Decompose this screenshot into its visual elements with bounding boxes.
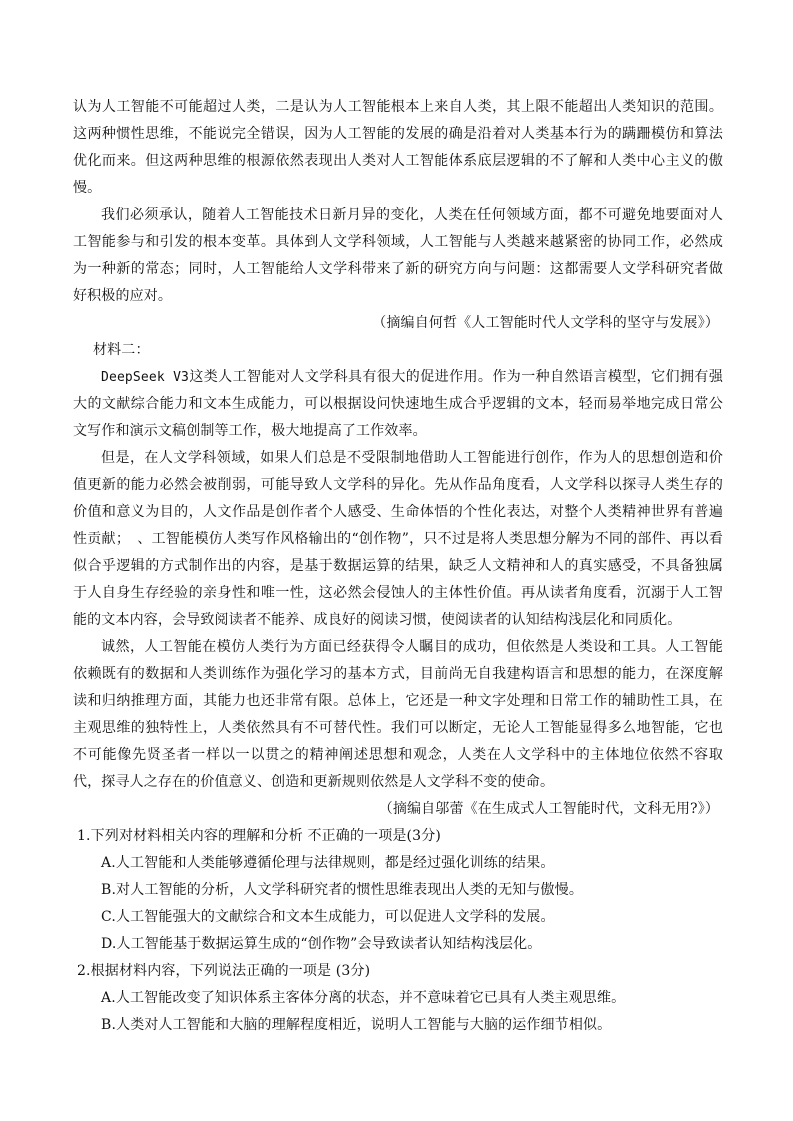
- paragraph-3: [73, 364, 723, 445]
- document-page: [73, 94, 723, 1039]
- question-2-stem: 2.根据材料内容，下列说法正确的一项是 (3分): [77, 963, 371, 979]
- question-1-option-c: C.人工智能强大的文献综合和文本生成能力，可以促进人文学科的发展。: [101, 909, 555, 925]
- question-1-option-b: B.对人工智能的分析，人文学科研究者的惯性思维表现出人类的无知与傲慢。: [101, 882, 583, 898]
- paragraph-5: 诚然，人工智能在模仿人类行为方面已经获得令人瞩目的成功，但依然是人类设和工具。人工智能依赖既有的数据和人类训练作为强化学习的基本方式，目前尚无自我建构语言和思想的能力，在深度解读和归纳推理方面，其能力也还非常有限。总体上，它还是一种文字处理和日常工作的辅助性工具，在主观思维的独特性上，人类依然具有不可替代性。我们可以断定，无论人工智能显得多么地智能，它也不可能像先贤圣者一样以一以贯之的精神阐述思想和观念，人类在人文学科中的主体地位依然不容取代，探寻人之存在的价值意义、创造和更新规则依然是人文学科不变的使命。: [73, 639, 723, 790]
- paragraph-1: 认为人工智能不可能超过人类，二是认为人工智能根本上来自人类，其上限不能超出人类知识的范围。这两种惯性思维，不能说完全错误，因为人工智能的发展的确是沿着对人类基本行为的蹒跚模仿和算法优化而来。但这两种思维的根源依然表现出人类对人工智能体系底层逻辑的不了解和人类中心主义的傲慢。: [73, 99, 723, 196]
- source-citation-1: （摘编自何哲《人工智能时代人文学科的坚守与发展》）: [372, 315, 719, 331]
- question-1-option-a: A.人工智能和人类能够遵循伦理与法律规则，都是经过强化训练的结果。: [101, 855, 555, 871]
- paragraph-3-text: 这类人工智能对人文学科具有很大的促进作用。作为一种自然语言模型，它们拥有强大的文献综合能力和文本生成能力，可以根据设问快速地生成合乎逻辑的文本，轻而易举地完成日常公文写作和演示文稿创制等工作，极大地提高了工作效率。: [73, 369, 723, 439]
- paragraph-4: 但是，在人文学科领域，如果人们总是不受限制地借助人工智能进行创作，作为人的思想创造和价值更新的能力必然会被削弱，可能导致人文学科的异化。先从作品角度看，人文学科以探寻人类生存的价值和意义为目的，人文作品是创作者个人感受、生命体悟的个性化表达，对整个人类精神世界有普遍性贡献； 、工智能模仿人类写作风格输出的“创作物”，只不过是将人类思想分解为不同的部件、再以看似合乎逻辑的方式制作出的内容，是基于数据运算的结果，缺乏人文精神和人的真实感受，不具备独属于人自身生存经验的亲身性和唯一性，这必然会侵蚀人的主体性价值。再从读者角度看，沉溺于人工智能的文本内容，会导致阅读者不能养、成良好的阅读习惯，使阅读者的认知结构浅层化和同质化。: [73, 450, 723, 628]
- model-name: DeepSeek V3: [101, 370, 190, 385]
- material-2-label: 材料二：: [93, 342, 150, 358]
- question-1: [73, 823, 723, 958]
- source-citation-2: （摘编自邬蕾《在生成式人工智能时代，文科无用?》）: [378, 801, 719, 817]
- paragraph-2: 我们必须承认，随着人工智能技术日新月异的变化，人类在任何领域方面，都不可避免地要面对人工智能参与和引发的根本变革。具体到人文学科领域，人工智能与人类越来越紧密的协同工作，必然成为一种新的常态；同时，人工智能给人文学科带来了新的研究方向与问题：这都需要人文学科研究者做好积极的应对。: [73, 207, 723, 304]
- question-2-option-b: B.人类对人工智能和大脑的理解程度相近，说明人工智能与大脑的运作细节相似。: [101, 1017, 612, 1033]
- question-1-stem: 1.下列对材料相关内容的理解和分析 不正确的一项是(3分): [77, 828, 441, 844]
- question-2-option-a: A.人工智能改变了知识体系主客体分离的状态，并不意味着它已具有人类主观思维。: [101, 990, 626, 1006]
- question-1-option-d: D.人工智能基于数据运算生成的“创作物”会导致读者认知结构浅层化。: [101, 936, 542, 952]
- question-2: [73, 958, 723, 1039]
